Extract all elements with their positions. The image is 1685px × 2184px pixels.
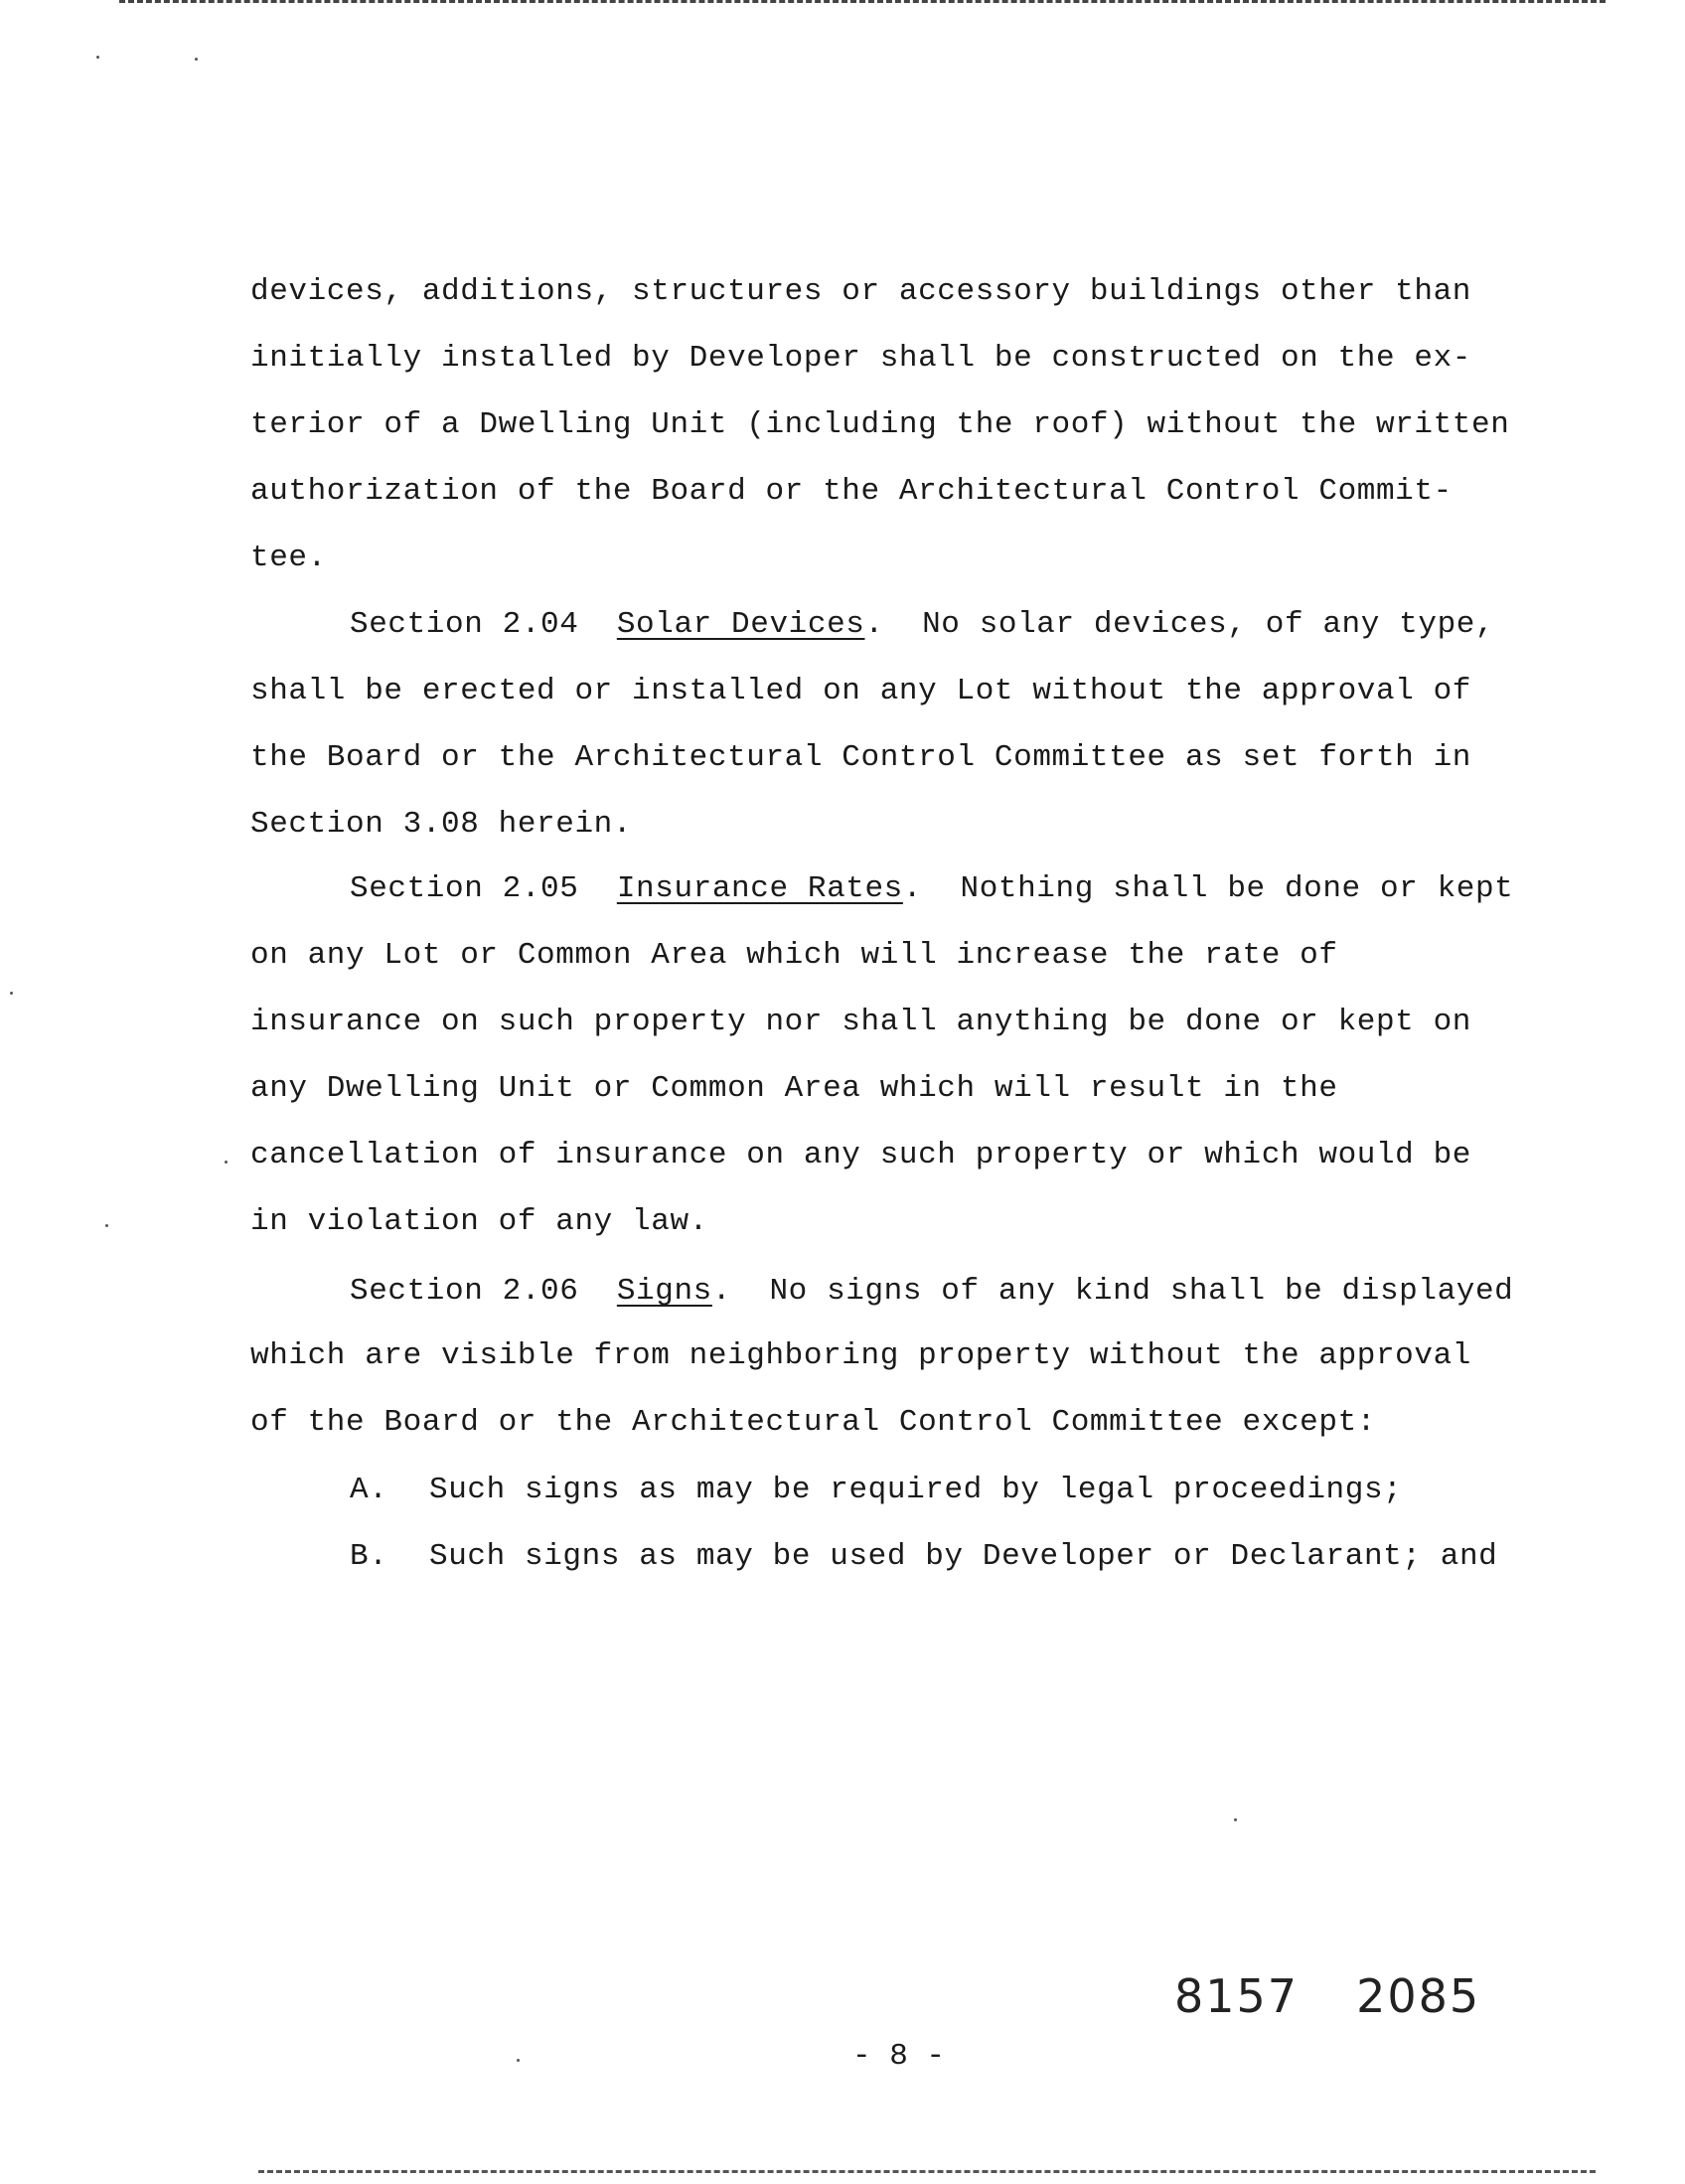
- body-line: cancellation of insurance on any such property or which would be: [250, 1138, 1471, 1172]
- recording-stamp: [1174, 1969, 1480, 2023]
- section-number: Section 2.04: [350, 607, 579, 642]
- body-line: Section 3.08 herein.: [250, 807, 633, 842]
- body-line: any Dwelling Unit or Common Area which will result in the: [250, 1071, 1338, 1106]
- scan-speck: [225, 1161, 228, 1164]
- body-line: on any Lot or Common Area which will increase the rate of: [250, 938, 1338, 973]
- stamp-page-number: 2085: [1356, 1969, 1481, 2023]
- body-line: insurance on such property nor shall anything be done or kept on: [250, 1005, 1471, 1039]
- section-title: Solar Devices: [616, 607, 865, 642]
- body-line: shall be erected or installed on any Lot without the approval of: [250, 674, 1471, 708]
- section-text: . No solar devices, of any type,: [864, 607, 1495, 642]
- list-item: [350, 1537, 1497, 1577]
- section-title: Insurance Rates: [616, 871, 903, 906]
- body-line: terior of a Dwelling Unit (including the roof) without the written: [250, 407, 1510, 442]
- body-line: which are visible from neighboring property without the approval: [250, 1338, 1471, 1373]
- list-marker: A.: [350, 1473, 388, 1507]
- list-marker: B.: [350, 1539, 388, 1574]
- list-item: [350, 1471, 1402, 1510]
- section-2-04-heading-line: [350, 605, 1494, 645]
- body-line: in violation of any law.: [250, 1204, 708, 1239]
- scan-speck: [517, 2059, 520, 2062]
- scan-speck: [195, 58, 198, 61]
- section-2-06-heading-line: [350, 1272, 1513, 1312]
- section-text: . Nothing shall be done or kept: [902, 871, 1514, 906]
- scan-edge-bottom: [258, 2170, 1596, 2177]
- body-line: the Board or the Architectural Control Committee as set forth in: [250, 740, 1471, 775]
- scan-speck: [1234, 1818, 1237, 1821]
- section-text: . No signs of any kind shall be displayed: [711, 1274, 1514, 1309]
- list-text: Such signs as may be required by legal proceedings;: [429, 1473, 1403, 1507]
- section-number: Section 2.06: [350, 1274, 579, 1309]
- list-text: Such signs as may be used by Developer or Declarant; and: [429, 1539, 1498, 1574]
- scan-edge-top: [119, 0, 1606, 7]
- scan-speck: [96, 56, 99, 59]
- section-title: Signs: [616, 1274, 712, 1309]
- page-number: - 8 -: [852, 2039, 946, 2074]
- section-number: Section 2.05: [350, 871, 579, 906]
- scan-speck: [105, 1224, 108, 1227]
- section-2-05-heading-line: [350, 869, 1513, 909]
- body-line: devices, additions, structures or accessory buildings other than: [250, 274, 1471, 309]
- scan-speck: [10, 992, 13, 995]
- stamp-book-number: 8157: [1174, 1969, 1300, 2023]
- body-line: tee.: [250, 541, 327, 575]
- body-line: of the Board or the Architectural Control Committee except:: [250, 1405, 1376, 1440]
- body-line: initially installed by Developer shall be constructed on the ex-: [250, 341, 1471, 376]
- body-line: authorization of the Board or the Architectural Control Commit-: [250, 474, 1453, 509]
